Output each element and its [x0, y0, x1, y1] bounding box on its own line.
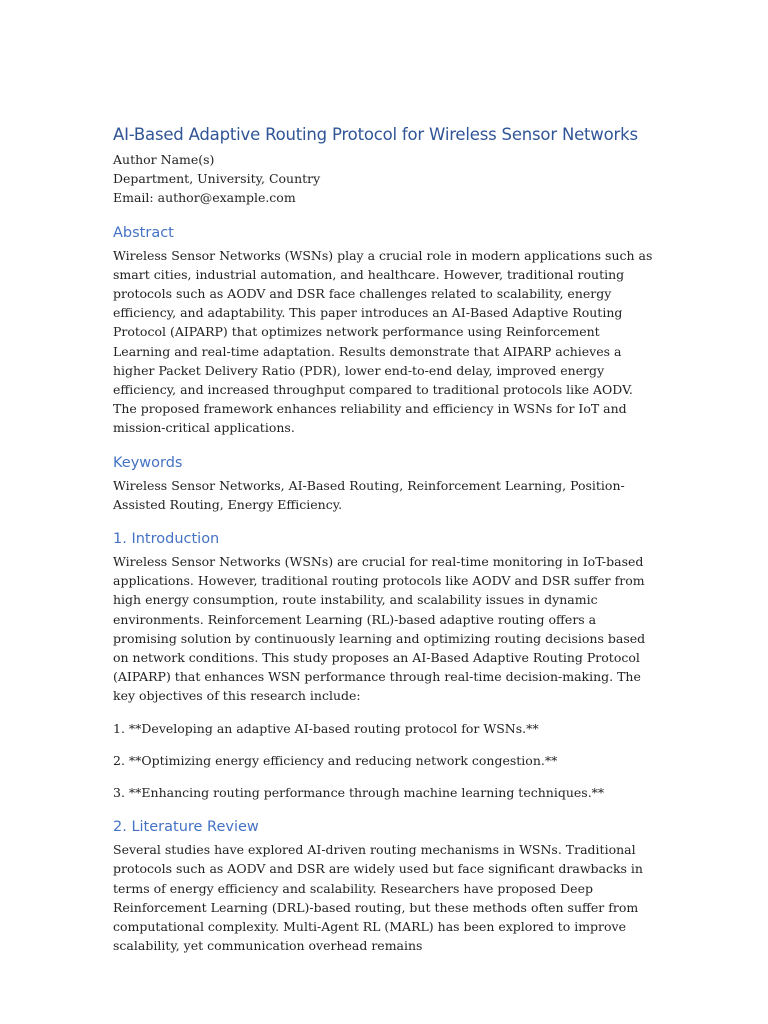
literature-review-heading: 2. Literature Review: [113, 819, 259, 836]
objective-item-2: 2. **Optimizing energy efficiency and reducing network congestion.**: [113, 752, 558, 768]
abstract-text: Wireless Sensor Networks (WSNs) play a crucial role in modern applications such as smart cities, industrial automation, and healthcare. However, traditional routing protocols such as AODV and DSR face challenges related to scalability, energy efficiency, and adaptability. This paper introduces an AI-Based Adaptive Routing Protocol (AIPARP) that optimizes network performance using Reinforcement Learning and real-time adaptation. Results demonstrate that AIPARP achieves a higher Packet Delivery Ratio (PDR), lower end-to-end delay, improved energy efficiency, and increased throughput compared to traditional protocols like AODV. The proposed framework enhances reliability and efficiency in WSNs for IoT and mission-critical applications.: [113, 247, 653, 436]
paper-title: AI-Based Adaptive Routing Protocol for Wireless Sensor Networks: [113, 125, 638, 144]
affiliation: Department, University, Country: [113, 171, 321, 187]
introduction-text: Wireless Sensor Networks (WSNs) are crucial for real-time monitoring in IoT-based applications. However, traditional routing protocols like AODV and DSR suffer from high energy consumption, route instability, and scalability issues in dynamic environments. Reinforcement Learning (RL)-based adaptive routing offers a promising solution by continuously learning and optimizing routing decisions based on network conditions. This study proposes an AI-Based Adaptive Routing Protocol (AIPARP) that enhances WSN performance through real-time decision-making. The key objectives of this research include:: [113, 554, 646, 704]
keywords-text: Wireless Sensor Networks, AI-Based Routing, Reinforcement Learning, Position-Assisted Routing, Energy Efficiency.: [113, 477, 625, 512]
objective-item-3: 3. **Enhancing routing performance through machine learning techniques.**: [113, 785, 605, 801]
document-page: [113, 124, 658, 956]
objective-item-1: 1. **Developing an adaptive AI-based routing protocol for WSNs.**: [113, 720, 539, 736]
literature-review-text: Several studies have explored AI-driven routing mechanisms in WSNs. Traditional protocols such as AODV and DSR are widely used but face significant drawbacks in terms of energy efficiency and scalability. Researchers have proposed Deep Reinforcement Learning (DRL)-based routing, but these methods often suffer from computational complexity. Multi-Agent RL (MARL) has been explored to improve scalability, yet communication overhead remains: [113, 842, 643, 954]
author-name: Author Name(s): [113, 152, 215, 167]
keywords-heading: Keywords: [113, 454, 183, 471]
abstract-heading: Abstract: [113, 224, 174, 241]
email: Email: author@example.com: [113, 190, 296, 206]
introduction-heading: 1. Introduction: [113, 531, 220, 548]
